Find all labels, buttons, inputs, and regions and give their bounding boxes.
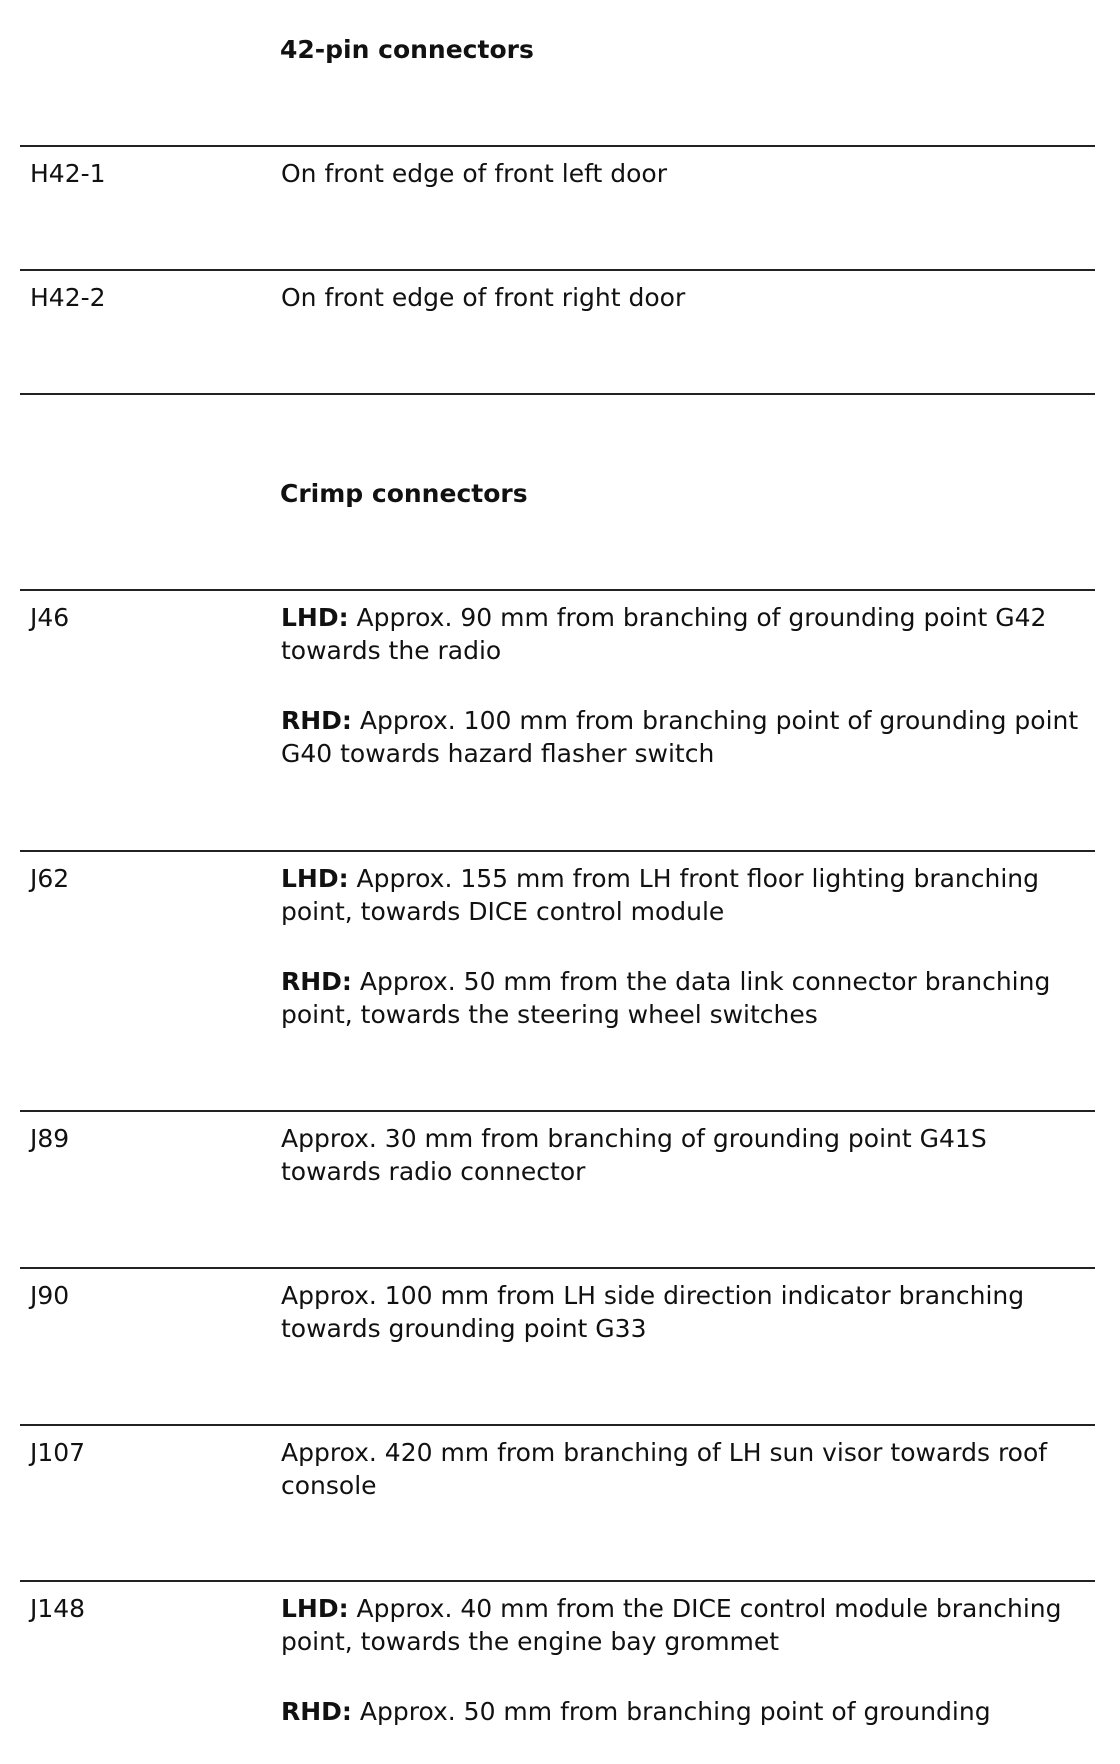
location-paragraph: [281, 157, 1093, 190]
connector-location: [281, 1592, 1093, 1728]
location-text: Approx. 100 mm from LH side direction indicator branching towards grounding point G33: [281, 1281, 1025, 1343]
location-paragraph-lhd: [281, 1592, 1093, 1658]
location-text: Approx. 40 mm from the DICE control module branching point, towards the engine bay grommet: [281, 1594, 1062, 1656]
location-text: On front edge of front right door: [281, 283, 686, 312]
location-paragraph-lhd: [281, 601, 1093, 667]
location-text: Approx. 50 mm from branching point of grounding: [351, 1697, 991, 1726]
location-text: Approx. 90 mm from branching of grounding point G42 towards the radio: [281, 603, 1047, 665]
connector-code: H42-2: [30, 283, 106, 312]
connector-location: [281, 1279, 1093, 1345]
location-paragraph-rhd: [281, 965, 1093, 1031]
section-heading-crimp: Crimp connectors: [280, 479, 528, 508]
location-paragraph-rhd: [281, 1695, 1093, 1728]
location-prefix: RHD:: [281, 706, 352, 735]
location-paragraph: [281, 1436, 1093, 1502]
connector-code: J89: [30, 1124, 70, 1153]
location-prefix: LHD:: [281, 603, 349, 632]
connector-code: J62: [30, 864, 70, 893]
location-paragraph: [281, 1279, 1093, 1345]
location-text: Approx. 50 mm from the data link connector branching point, towards the steering wheel switches: [281, 967, 1051, 1029]
row-divider: [20, 1424, 1095, 1426]
location-paragraph-lhd: [281, 862, 1093, 928]
location-text: On front edge of front left door: [281, 159, 667, 188]
row-divider: [20, 850, 1095, 852]
connector-code: J90: [30, 1281, 70, 1310]
section-end-divider: [20, 393, 1095, 395]
connector-code: H42-1: [30, 159, 106, 188]
connector-code: J148: [30, 1594, 86, 1623]
connector-location: [281, 1436, 1093, 1502]
row-divider: [20, 269, 1095, 271]
location-text: Approx. 100 mm from branching point of grounding point G40 towards hazard flasher switch: [281, 706, 1079, 768]
location-prefix: LHD:: [281, 1594, 349, 1623]
connector-location: [281, 862, 1093, 1031]
row-divider: [20, 589, 1095, 591]
connector-location: [281, 281, 1093, 314]
location-paragraph-rhd: [281, 704, 1093, 770]
connector-location: [281, 601, 1093, 770]
location-prefix: LHD:: [281, 864, 349, 893]
location-prefix: RHD:: [281, 1697, 352, 1726]
row-divider: [20, 1580, 1095, 1582]
connector-location: [281, 157, 1093, 190]
connector-code: J107: [30, 1438, 86, 1467]
location-text: Approx. 420 mm from branching of LH sun visor towards roof console: [281, 1438, 1048, 1500]
location-text: Approx. 155 mm from LH front floor lighting branching point, towards DICE control module: [281, 864, 1040, 926]
row-divider: [20, 145, 1095, 147]
connector-location: [281, 1122, 1093, 1188]
location-text: Approx. 30 mm from branching of grounding point G41S towards radio connector: [281, 1124, 987, 1186]
row-divider: [20, 1110, 1095, 1112]
connector-code: J46: [30, 603, 70, 632]
row-divider: [20, 1267, 1095, 1269]
section-heading-42-pin: 42-pin connectors: [280, 35, 534, 64]
location-paragraph: [281, 281, 1093, 314]
location-prefix: RHD:: [281, 967, 352, 996]
location-paragraph: [281, 1122, 1093, 1188]
